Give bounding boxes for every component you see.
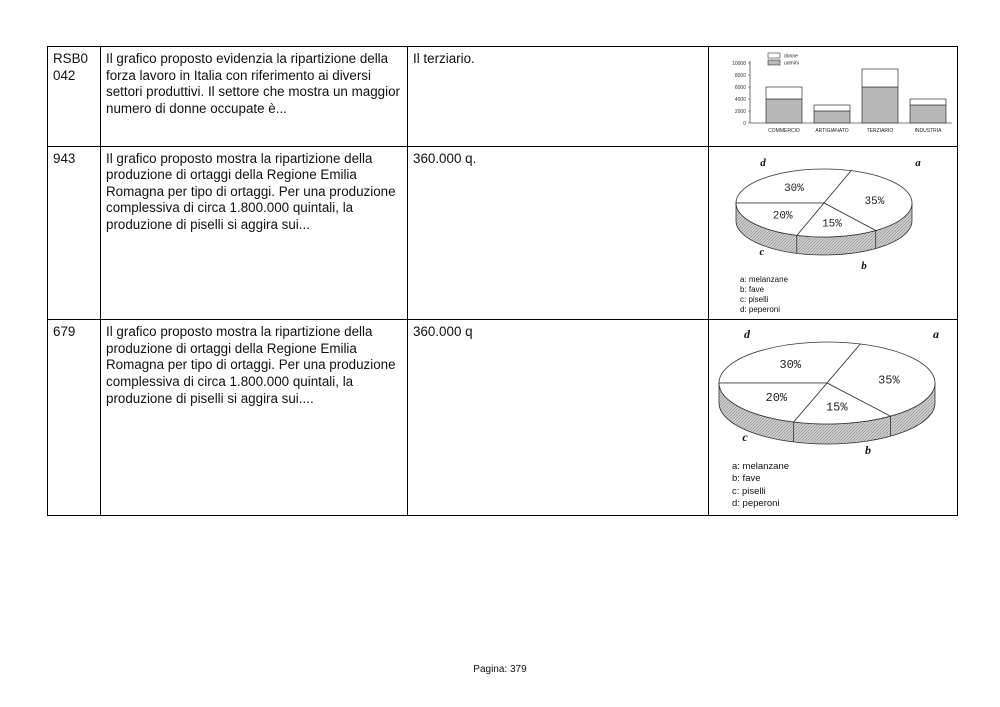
x-tick-label: ARTIGIANATO xyxy=(815,128,849,134)
x-tick-label: TERZIARIO xyxy=(866,128,894,134)
legend-label: donne xyxy=(784,53,798,60)
slice-value-label: 30% xyxy=(779,357,801,372)
slice-value-label: 20% xyxy=(772,210,793,223)
slice-value-label: 30% xyxy=(784,182,804,195)
y-tick-label: 0 xyxy=(743,121,746,127)
pie-chart xyxy=(714,324,955,456)
question-text: Il grafico proposto evidenzia la ripartizione della forza lavoro in Italia con riferimento ai diversi settori produttivi. Il settore che mostra un maggior numero di donne occupate è... xyxy=(101,47,408,147)
slice-value-label: 15% xyxy=(825,400,848,415)
pie-legend xyxy=(732,461,952,511)
answer-text: 360.000 q xyxy=(408,320,709,516)
bar-uomini xyxy=(910,105,946,123)
questions-table xyxy=(47,46,958,516)
y-tick-label: 6000 xyxy=(734,85,746,91)
x-tick-label: COMMERCIO xyxy=(768,128,800,134)
table-row xyxy=(48,146,958,320)
bar-chart xyxy=(714,51,955,137)
chart-cell xyxy=(709,146,958,320)
question-id: 679 xyxy=(48,320,101,516)
legend-swatch-uomini xyxy=(768,60,780,65)
slice-letter-peperoni: d xyxy=(760,156,766,169)
legend-label: uomini xyxy=(784,60,799,67)
answer-text: 360.000 q. xyxy=(408,146,709,320)
legend-item: a: melanzane xyxy=(732,460,790,472)
bar-uomini xyxy=(814,111,850,123)
bar-donne xyxy=(862,69,898,87)
slice-letter-melanzane: a xyxy=(933,327,939,342)
slice-letter-melanzane: a xyxy=(915,156,921,169)
legend-item: c: piselli xyxy=(740,295,769,305)
page-number: Pagina: 379 xyxy=(473,664,527,675)
slice-value-label: 15% xyxy=(822,218,842,231)
slice-letter-fave: b xyxy=(865,443,871,457)
chart-cell xyxy=(709,47,958,147)
slice-value-label: 35% xyxy=(864,195,885,208)
slice-value-label: 20% xyxy=(765,391,788,406)
slice-letter-piselli: c xyxy=(759,245,765,258)
x-tick-label: INDUSTRIA xyxy=(914,128,942,134)
y-tick-label: 2000 xyxy=(734,109,746,115)
y-tick-label: 8000 xyxy=(734,73,746,79)
slice-value-label: 35% xyxy=(878,373,900,388)
chart-cell xyxy=(709,320,958,516)
bar-uomini xyxy=(862,87,898,123)
slice-letter-peperoni: d xyxy=(744,327,750,342)
question-id: 943 xyxy=(48,146,101,320)
legend-item: c: piselli xyxy=(732,485,766,497)
question-text: Il grafico proposto mostra la ripartizione della produzione di ortaggi della Regione Emilia Romagna per tipo di ortaggi. Per una produzione complessiva di circa 1.800.000 quintali, la produzione di piselli si aggira sui.... xyxy=(101,320,408,516)
slice-letter-piselli: c xyxy=(742,430,748,445)
legend-swatch-donne xyxy=(768,53,780,58)
legend-item: b: fave xyxy=(732,473,761,485)
bar-uomini xyxy=(766,99,802,123)
table-row xyxy=(48,47,958,147)
pie-chart xyxy=(714,151,955,271)
y-tick-label: 4000 xyxy=(734,97,746,103)
legend-item: b: fave xyxy=(740,285,765,295)
question-text: Il grafico proposto mostra la ripartizione della produzione di ortaggi della Regione Emilia Romagna per tipo di ortaggi. Per una produzione complessiva di circa 1.800.000 quintali, la produzione di piselli si aggira sui... xyxy=(101,146,408,320)
question-id: RSB0042 xyxy=(48,47,101,147)
legend-item: a: melanzane xyxy=(740,275,789,285)
bar-donne xyxy=(766,87,802,99)
pie-legend xyxy=(740,275,952,315)
y-tick-label: 10000 xyxy=(732,61,746,67)
answer-text: Il terziario. xyxy=(408,47,709,147)
bar-donne xyxy=(910,99,946,105)
bar-donne xyxy=(814,105,850,111)
legend-item: d: peperoni xyxy=(740,305,781,315)
slice-letter-fave: b xyxy=(861,259,867,271)
table-row xyxy=(48,320,958,516)
legend-item: d: peperoni xyxy=(732,498,780,510)
